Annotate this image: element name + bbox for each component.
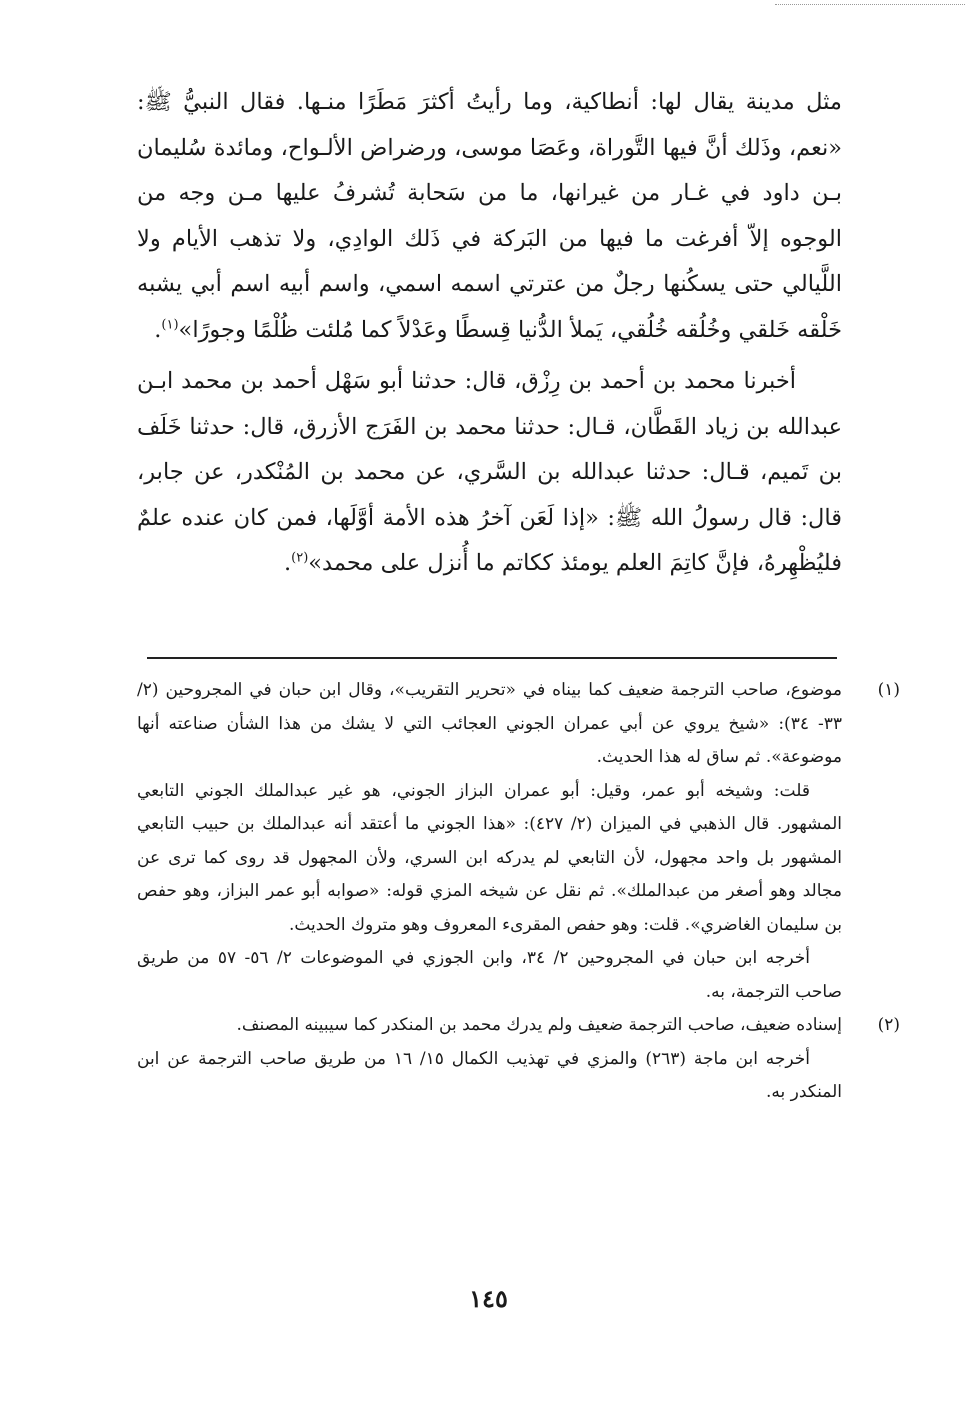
paragraph-2-end: . bbox=[283, 550, 292, 576]
paragraph-1-end: . bbox=[154, 316, 162, 343]
paragraph-1-text: مثل مدينة يقال لها: أنطاكية، وما رأيتُ أكثرَ مَطَرًا منـها. فقال النبيُّ ﷺ: «نعم، وذَلك أنَّ فيها التَّوراة، وعَصَا موسى، ورضراض الألـواح، ومائدة سُليمان بـن داود في غـار من غيرانها، ما من سَحابة تُشرفُ عليها مـن وجه من الوجوه إلاّ أفرغت ما فيها من البَركة في ذَلك الوادِي، ولا تذهب الأيام ولا اللَّيالي حتى يسكُنها رجلٌ من عترتي اسمه اسمي، واسم أبيه اسم أبي يشبه خَلْقه خَلقي وخُلُقه خُلُقي، يَملأ الدُّنيا قِسطًا وعَدْلاً كما مُلئت ظُلْمًا وجورًا» bbox=[137, 89, 842, 343]
footnote-2 bbox=[137, 1009, 900, 1110]
footnote-ref-1[interactable]: (١) bbox=[161, 317, 179, 332]
footnotes bbox=[137, 674, 900, 1110]
footnote-separator bbox=[147, 657, 837, 659]
footnote-1 bbox=[137, 674, 900, 1009]
page-number: ١٤٥ bbox=[469, 1284, 508, 1313]
footnote-ref-2[interactable]: (٢) bbox=[291, 550, 309, 566]
footnote-number-1: (١) bbox=[877, 680, 900, 700]
paragraph-2-text: أخبرنا محمد بن أحمد بن رِزْق، قال: حدثنا أبو سَهْل أحمد بن محمد ابـن عبدالله بن زياد القَطَّان، قـال: حدثنا محمد بن الفَرَج الأزرق، قال: حدثنا خَلَف بن تَميم، قـال: حدثنا عبدالله بن السَّري، عن محمد بن المُنْكدر، عن جابر، قال: قال رسولُ الله ﷺ: «إذا لَعَن آخرُ هذه الأمة أوَّلَها، فمن كان عنده علمٌ فليُظْهِرهُ، فإنَّ كاتِمَ العلم يومئذ ككاتم ما أُنزل على محمد» bbox=[137, 368, 842, 576]
main-text bbox=[137, 80, 842, 593]
footnote-1-line-2: قلت: وشيخه أبو عمر، وقيل: أبو عمران البزاز الجوني، هو غير عبدالملك الجوني التابعي المشهور. قال الذهبي في الميزان (٢/ ٤٢٧): «هذا الجوني ما أعتقد أنه عبدالملك بن حبيب التابعي المشهور بل واحد مجهول، لأن التابعي لم يدركه ابن السري، ولأن المجهول قد روى كما ترى عن مجالد وهو أصغر من عبدالملك». ثم نقل عن شيخه المزي قوله: «صوابه أبو عمر البزاز، وهو حفص بن سليمان الغاضري». قلت: وهو حفص المقرىء المعروف وهو متروك الحديث. bbox=[137, 780, 842, 935]
main-paragraph-2 bbox=[137, 359, 842, 587]
main-paragraph-1 bbox=[137, 80, 842, 353]
footnote-2-line-2: أخرجه ابن ماجة (٢٦٣) والمزي في تهذيب الكمال ١٥/ ١٦ من طريق صاحب الترجمة عن ابن المنكدر به. bbox=[137, 1048, 842, 1102]
footnote-number-2: (٢) bbox=[877, 1015, 900, 1035]
scan-edge-mark bbox=[775, 4, 965, 5]
footnote-2-line-1: إسناده ضعيف، صاحب الترجمة ضعيف ولم يدرك محمد بن المنكدر كما سيبينه المصنف. bbox=[236, 1015, 842, 1035]
footnote-1-line-1: موضوع، صاحب الترجمة ضعيف كما بيناه في «تحرير التقريب»، وقال ابن حبان في المجروحين (٢/ ٣٣- ٣٤): «شيخ يروي عن أبي عمران الجوني العجائب التي لا يشك من هذا الشأن صناعته أنها موضوعة». ثم ساق له هذا الحديث. bbox=[137, 680, 843, 767]
footnote-1-line-3: أخرجه ابن حبان في المجروحين ٢/ ٣٤، وابن الجوزي في الموضوعات ٢/ ٥٦- ٥٧ من طريق صاحب الترجمة، به. bbox=[137, 948, 842, 1002]
